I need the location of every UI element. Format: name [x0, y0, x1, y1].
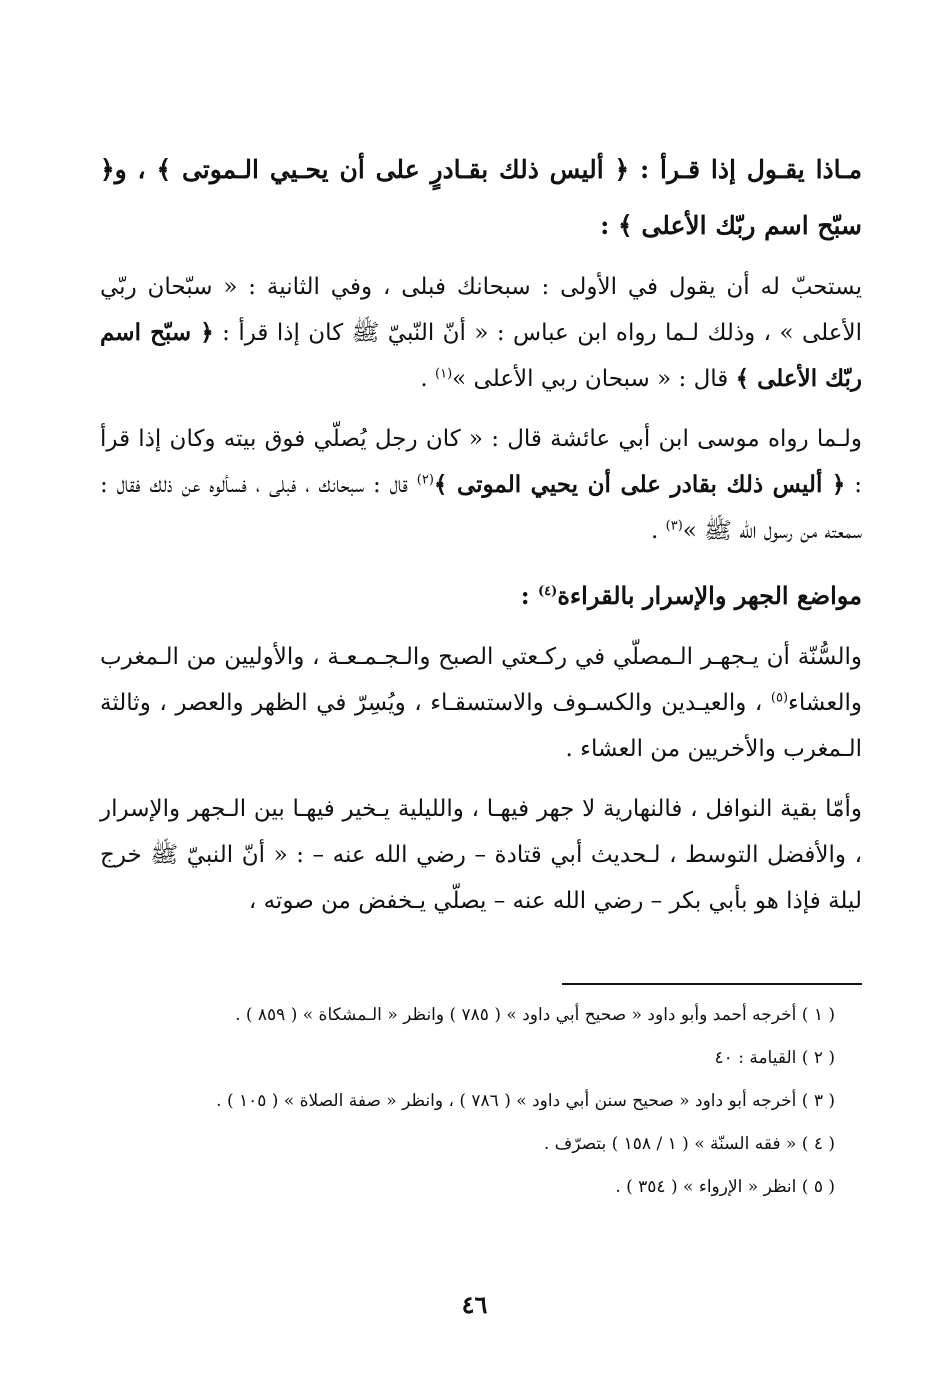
footnote: ( ٥ ) انظر « الإرواء » ( ٣٥٤ ) .	[615, 1177, 835, 1197]
paragraph-text: يستحبّ له أن يقول في الأولى : سبحانك فبلى ، وفي الثانية : « سبّحان ربّي الأعلى » ، وذلك لـما رواه ابن عباس : « أنّ النّبيّ ﷺ كان إذا قرأ :	[100, 274, 862, 346]
footnote: ( ٣ ) أخرجه أبو داود « صحيح سنن أبي داود » ( ٧٨٦ ) ، وانظر « صفة الصلاة » ( ١٠٥ ) .	[216, 1091, 835, 1111]
paragraph-text: والسُّنّة أن يـجهـر الـمصلّي في ركـعتي الصبح والـجـمـعـة ، والأوليين من الـمغرب والعشاء	[100, 644, 862, 716]
main-text	[100, 142, 862, 938]
paragraph-text: قال : « سبحان ربي الأعلى »	[452, 366, 736, 392]
quran-verse: ﴿ أليس ذلك بقـادرٍ على أن يحـيي الـموتى ﴾	[156, 155, 630, 184]
footnote-ref: (٣)	[665, 518, 683, 534]
footnote-ref: (١)	[435, 366, 453, 382]
footnote: ( ٢ ) القيامة : ٤٠	[714, 1048, 835, 1068]
quran-verse: ﴿ أليس ذلك بقادر على أن يحيي الموتى ﴾	[433, 471, 846, 498]
paragraph-text: .	[420, 366, 436, 392]
paragraph-text: وأمّا بقية النوافل ، فالنهارية لا جهر فيهـا ، والليلية يـخير فيهـا بين الـجهر والإسرار ، والأفضل التوسط ، لـحديث أبي قتادة – رضي الله عنه – : « أنّ النبيّ ﷺ خرج ليلة فإذا هو بأبي بكر – رضي الله عنه – يصلّي يـخفض من صوته ،	[100, 796, 862, 914]
footnote-ref: (٤)	[538, 584, 558, 599]
heading-text: :	[600, 211, 619, 240]
paragraph	[100, 264, 862, 402]
paragraph	[100, 634, 862, 772]
footnotes	[100, 995, 835, 1210]
quran-verse: ﴿ سبّح اسم ربّك الأعلى ﴾	[100, 155, 862, 240]
section-heading-dua-after-verses	[100, 142, 862, 254]
paragraph-text: .	[651, 518, 666, 544]
page-number: ٤٦	[461, 1290, 488, 1319]
paragraph	[100, 786, 862, 924]
footnote-ref: (٢)	[416, 472, 434, 488]
paragraph	[100, 416, 862, 554]
heading-text: ، و	[114, 155, 157, 184]
heading-text: :	[520, 581, 539, 610]
quran-verse: ﴿ سبّح اسم ربّك الأعلى ﴾	[100, 319, 862, 392]
footnote-divider	[562, 983, 862, 985]
heading-text: مواضع الجهر والإسرار بالقراءة	[557, 581, 862, 610]
paragraph-text: قال : سبحانك ، فبلى ، فسألوه عن ذلك فقال : سمعته من رسول الله ﷺ »	[100, 472, 862, 544]
paragraph-text: ، والعيـدين والكسـوف والاستسقـاء ، ويُسِرّ في الظهر والعصر ، وثالثة الـمغرب والأخريين من العشاء .	[100, 690, 862, 762]
paragraph-text: ولـما رواه موسى ابن أبي عائشة قال : « كان رجل يُصلّي فوق بيته وكان إذا قرأ :	[100, 426, 862, 498]
footnote: ( ٤ ) « فقه السنّة » ( ١ / ١٥٨ ) بتصرّف .	[543, 1134, 835, 1154]
footnote-ref: (٥)	[770, 690, 789, 706]
footnote: ( ١ ) أخرجه أحمد وأبو داود « صحيح أبي داود » ( ٧٨٥ ) وانظر « الـمشكاة » ( ٨٥٩ ) .	[235, 1005, 835, 1025]
section-heading-jahr-israr	[100, 568, 862, 624]
heading-text: مـاذا يقـول إذا قـرأ :	[629, 155, 862, 184]
